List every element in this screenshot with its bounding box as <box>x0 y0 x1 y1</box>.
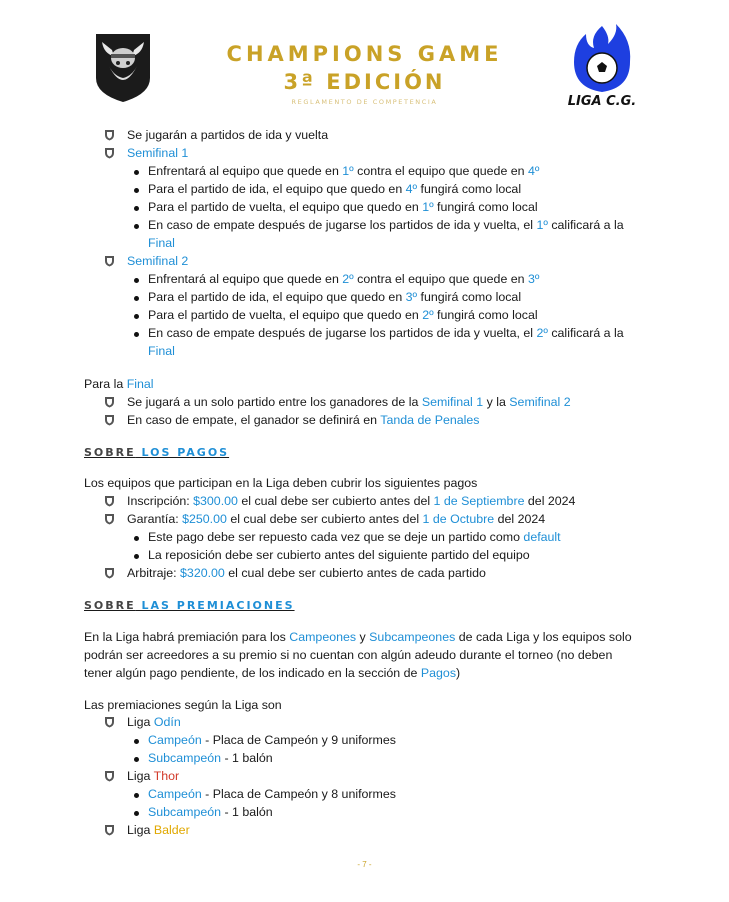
bullet <box>134 224 139 229</box>
premios-paragraph-line-3: tener algún pago pendiente, de los indicado en la sección de Pagos) <box>84 666 461 680</box>
liga-cg-logo-text: LIGA C.G. <box>567 94 637 109</box>
pago-inscripcion: Inscripción: $300.00 el cual debe ser cubierto antes del 1 de Septiembre del 2024 <box>127 494 576 508</box>
section-heading-pagos: SOBRE LOS PAGOS <box>84 446 230 459</box>
bullet <box>134 811 139 816</box>
liga-odin: Liga Odín <box>127 715 181 729</box>
bullet <box>134 757 139 762</box>
liga-balder: Liga Balder <box>127 823 190 837</box>
shield-icon <box>104 716 115 728</box>
semi2-item-2: Para el partido de ida, el equipo que quedo en 3º fungirá como local <box>148 290 522 304</box>
semi2-item-1: Enfrentará al equipo que quede en 2º contra el equipo que quede en 3º <box>148 272 540 286</box>
liga-thor: Liga Thor <box>127 769 180 783</box>
semi2-item-3: Para el partido de vuelta, el equipo que quedo en 2º fungirá como local <box>148 308 538 322</box>
garantia-item-1: Este pago debe ser repuesto cada vez que se deje un partido como default <box>148 530 561 544</box>
bullet <box>134 554 139 559</box>
bullet <box>134 188 139 193</box>
thor-campeon: Campeón - Placa de Campeón y 8 uniformes <box>148 787 396 801</box>
shield-icon <box>104 147 115 159</box>
pago-garantia: Garantía: $250.00 el cual debe ser cubierto antes del 1 de Octubre del 2024 <box>127 512 546 526</box>
liga-cg-logo <box>566 22 638 114</box>
shield-icon <box>104 414 115 426</box>
semi1-item-2: Para el partido de ida, el equipo que quedo en 4º fungirá como local <box>148 182 522 196</box>
bullet <box>134 314 139 319</box>
semifinal-2-label: Semifinal 2 <box>127 254 189 268</box>
bullet <box>134 206 139 211</box>
bullet <box>134 278 139 283</box>
premios-intro: Las premiaciones según la Liga son <box>84 698 282 712</box>
shield-icon <box>104 129 115 141</box>
semi2-item-4: En caso de empate después de jugarse los partidos de ida y vuelta, el 2º calificará a la <box>148 326 624 340</box>
final-item-1: Se jugará a un solo partido entre los ganadores de la Semifinal 1 y la Semifinal 2 <box>127 395 571 409</box>
bullet <box>134 536 139 541</box>
bullet <box>134 739 139 744</box>
premios-paragraph-line-2: podrán ser acreedores a su premio si no cuentan con algún adeudo durante el torneo (no deben <box>84 648 613 662</box>
document-subtitle: REGLAMENTO DE COMPETENCIA <box>291 98 438 106</box>
pago-arbitraje: Arbitraje: $320.00 el cual debe ser cubierto antes de cada partido <box>127 566 486 580</box>
bullet <box>134 170 139 175</box>
semi1-item-3: Para el partido de vuelta, el equipo que quedo en 1º fungirá como local <box>148 200 538 214</box>
thor-subcampeon: Subcampeón - 1 balón <box>148 805 273 819</box>
bullet <box>134 332 139 337</box>
semi1-item-1: Enfrentará al equipo que quede en 1º contra el equipo que quede en 4º <box>148 164 540 178</box>
document-title: CHAMPIONS GAME <box>226 42 503 66</box>
shield-icon <box>104 567 115 579</box>
garantia-item-2: La reposición debe ser cubierto antes del siguiente partido del equipo <box>148 548 530 562</box>
final-intro: Para la Final <box>84 377 154 391</box>
semi1-item-4: En caso de empate después de jugarse los partidos de ida y vuelta, el 1º calificará a la <box>148 218 624 232</box>
shield-icon <box>104 396 115 408</box>
section-heading-premiaciones: SOBRE LAS PREMIACIONES <box>84 599 295 612</box>
document-edition: 3ª EDICIÓN <box>283 70 446 94</box>
semi1-item-4-final: Final <box>148 236 175 250</box>
shield-icon <box>104 495 115 507</box>
bullet <box>134 296 139 301</box>
pagos-intro: Los equipos que participan en la Liga deben cubrir los siguientes pagos <box>84 476 478 490</box>
shield-icon <box>104 255 115 267</box>
odin-campeon: Campeón - Placa de Campeón y 9 uniformes <box>148 733 396 747</box>
premios-paragraph-line-1: En la Liga habrá premiación para los Campeones y Subcampeones de cada Liga y los equipos solo <box>84 630 632 644</box>
page-number: - 7 - <box>357 860 372 869</box>
bullet <box>134 793 139 798</box>
semis-intro: Se jugarán a partidos de ida y vuelta <box>127 128 329 142</box>
shield-icon <box>104 513 115 525</box>
final-item-2: En caso de empate, el ganador se definirá en Tanda de Penales <box>127 413 480 427</box>
semifinal-1-label: Semifinal 1 <box>127 146 189 160</box>
shield-icon <box>104 824 115 836</box>
semi2-item-4-final: Final <box>148 344 175 358</box>
shield-icon <box>104 770 115 782</box>
odin-subcampeon: Subcampeón - 1 balón <box>148 751 273 765</box>
